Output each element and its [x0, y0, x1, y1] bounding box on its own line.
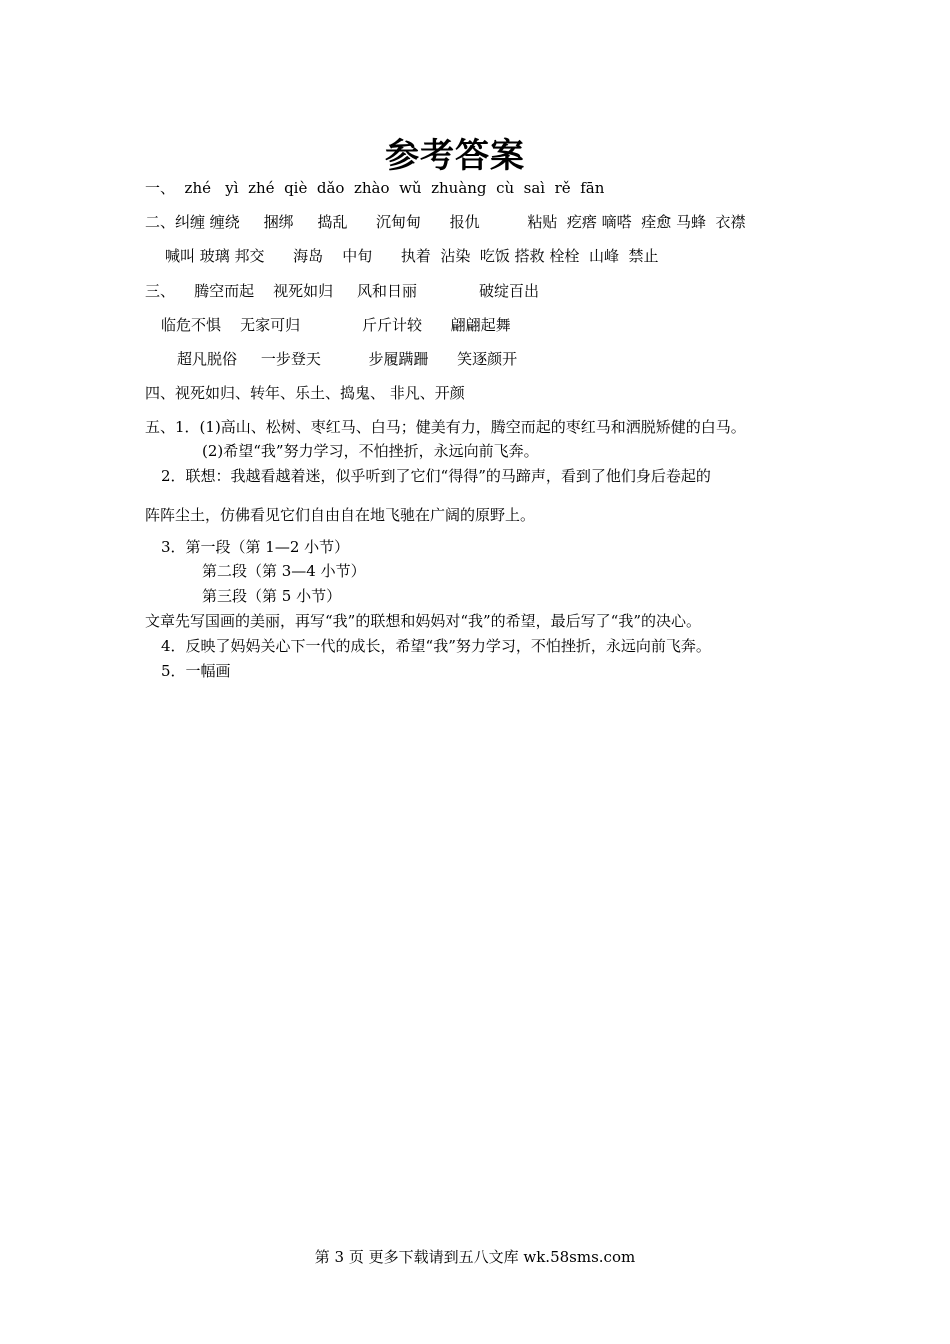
answer-line-17: 5．一幅画 — [161, 662, 231, 680]
answer-line-4: 三、 腾空而起 视死如归 风和日丽 破绽百出 — [145, 282, 539, 300]
answer-line-10: 2．联想：我越看越着迷，似乎听到了它们“得得”的马蹄声，看到了他们身后卷起的 — [161, 467, 711, 485]
answer-line-15: 文章先写国画的美丽，再写“我”的联想和妈妈对“我”的希望，最后写了“我”的决心。 — [145, 612, 702, 630]
answer-line-3: 喊叫 玻璃 邦交 海岛 中旬 执着 沾染 吃饭 搭救 栓栓 山峰 禁止 — [165, 247, 659, 265]
answer-line-16: 4．反映了妈妈关心下一代的成长，希望“我”努力学习，不怕挫折，永远向前飞奔。 — [161, 637, 711, 655]
answer-line-13: 第二段（第 3—4 小节） — [202, 562, 366, 580]
answer-line-1: 一、 zhé yì zhé qiè dǎo zhào wǔ zhuàng cù saì rě fān — [145, 179, 605, 197]
answer-line-7: 四、视死如归、转年、乐土、捣鬼、 非凡、开颜 — [145, 384, 465, 402]
page-footer: 第 3 页 更多下载请到五八文库 wk.58sms.com — [314, 1248, 636, 1266]
page-title: 参考答案 — [385, 136, 525, 176]
answer-line-8: 五、1．(1)高山、松树、枣红马、白马；健美有力，腾空而起的枣红马和洒脱矫健的白马。 — [145, 418, 746, 436]
answer-line-11: 阵阵尘土，仿佛看见它们自由自在地飞驰在广阔的原野上。 — [145, 506, 536, 524]
answer-line-9: (2)希望“我”努力学习，不怕挫折，永远向前飞奔。 — [202, 442, 539, 460]
answer-line-5: 临危不惧 无家可归 斤斤计较 翩翩起舞 — [161, 316, 511, 334]
answer-line-12: 3．第一段（第 1—2 小节） — [161, 538, 350, 556]
answer-line-2: 二、纠缠 缠绕 捆绑 捣乱 沉甸甸 报仇 粘贴 疙瘩 嘀嗒 痊愈 马蜂 衣襟 — [145, 213, 746, 231]
answer-line-14: 第三段（第 5 小节） — [202, 587, 342, 605]
answer-line-6: 超凡脱俗 一步登天 步履蹒跚 笑逐颜开 — [177, 350, 518, 368]
